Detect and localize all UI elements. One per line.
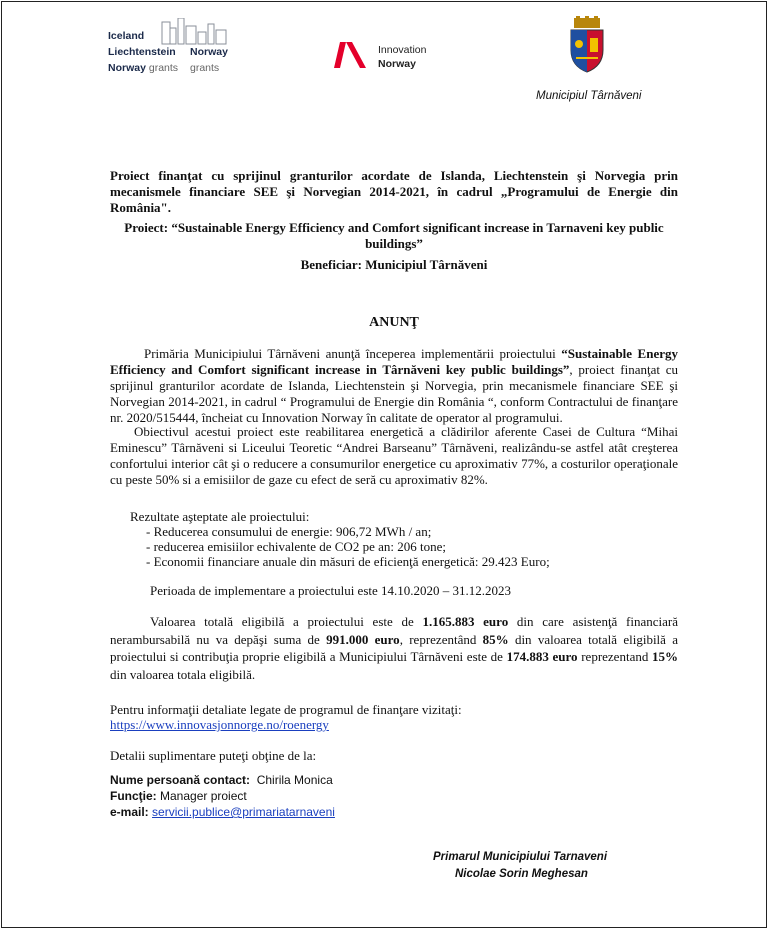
value-paragraph: Valoarea totală eligibilă a proiectului este de 1.165.883 euro din care asistenţă financiară nerambursabilă nu va depăşi suma de 991.000 euro, reprezentând 85% din valoarea totală eligibilă a proiectului si contribuţia proprie eligibilă a Municipiului Târnăveni este de 174.883 euro reprezentand 15% din valoarea totala eligibilă.: [110, 614, 679, 682]
announcement-paragraph: Primăria Municipiului Târnăveni anunţă începerea implementării proiectului “Sustainable Energy Efficiency and Comfort significant increase in Târnăveni key public buildings”, proiect finanţat cu sprijinul granturilor acordate de Islanda, Liechtenstein şi Norvegia, prin mecanismele financiare SEE şi Norvegian 2014-2021, in cadrul “ Programului de Energie din România “, conform Contractului de finanţare nr. 2020/515444, încheiat cu Innovation Norway în calitate de operator al programului.: [110, 346, 678, 425]
funding-statement: Proiect finanţat cu sprijinul granturilor acordate de Islanda, Liechtenstein şi Norvegia prin mecanismele financiare SEE şi Norvegian 2014-2021, în cadrul „Programului de Energie din România".: [110, 168, 678, 215]
project-title: Proiect: “Sustainable Energy Efficiency and Comfort significant increase in Tarnaveni key public buildings”: [124, 220, 664, 251]
contact-email-link[interactable]: servicii.publice@primariatarnaveni: [152, 805, 335, 819]
contact-email-row: e-mail: servicii.publice@primariatarnaveni: [110, 805, 335, 819]
results-heading: Rezultate aşteptate ale proiectului:: [130, 509, 310, 524]
objective-paragraph: Obiectivul acestui proiect este reabilitarea energetică a clădirilor aferente Casei de Cultura “Mihai Eminescu” Târnăveni si Liceului Teoretic “Andrei Barseanu” Târnăveni, realizându-se astfel atât creşterea confortului interior cât şi o reducere a consumurilor energetice cu aproximativ 77%, a costurilor operaţionale cu peste 50% si a emisiilor de gaze cu efect de seră cu aproximativ 82%.: [110, 424, 678, 487]
contact-role-row: Funcţie: Manager proiect: [110, 789, 247, 803]
result-item: - reducerea emisiilor echivalente de CO2 pe an: 206 tone;: [146, 539, 446, 554]
implementation-period: Perioada de implementare a proiectului este 14.10.2020 – 31.12.2023: [150, 583, 512, 598]
municipality-label: Municipiul Târnăveni: [536, 90, 642, 102]
logo-text-iceland: Iceland: [108, 30, 145, 42]
skyline-graphic-icon: [156, 18, 234, 46]
logo-text-norway-grants: Norway grants: [108, 62, 179, 74]
logo-text-norway: Norway: [190, 46, 228, 58]
signature-name: Nicolae Sorin Meghesan: [455, 868, 588, 880]
norway-text: Norway: [378, 58, 416, 70]
innovation-norway-mark-icon: [332, 40, 372, 70]
innovation-text: Innovation: [378, 44, 427, 56]
result-item: - Reducerea consumului de energie: 906,72 MWh / an;: [146, 524, 432, 539]
info-text: Pentru informaţii detaliate legate de programul de finanţare vizitaţi:: [110, 702, 462, 717]
eea-norway-grants-logo: [108, 18, 238, 78]
logo-text-liechtenstein: Liechtenstein: [108, 46, 176, 58]
page-title: ANUNŢ: [369, 315, 419, 330]
signature-title: Primarul Municipiului Tarnaveni: [433, 851, 608, 863]
innovation-norway-logo: [332, 40, 452, 72]
document-page: [1, 1, 767, 928]
logo-text-grants: grants: [190, 62, 220, 74]
municipality-crest-icon: [568, 16, 606, 74]
details-text: Detalii suplimentare puteţi obţine de la:: [110, 748, 317, 763]
result-item: - Economii financiare anuale din măsuri de eficienţă energetică: 29.423 Euro;: [146, 554, 550, 569]
expected-results: [130, 509, 630, 569]
program-link[interactable]: https://www.innovasjonnorge.no/roenergy: [110, 717, 329, 732]
contact-name-row: Nume persoană contact: Chirila Monica: [110, 773, 333, 787]
beneficiary: Beneficiar: Municipiul Târnăveni: [300, 257, 488, 272]
